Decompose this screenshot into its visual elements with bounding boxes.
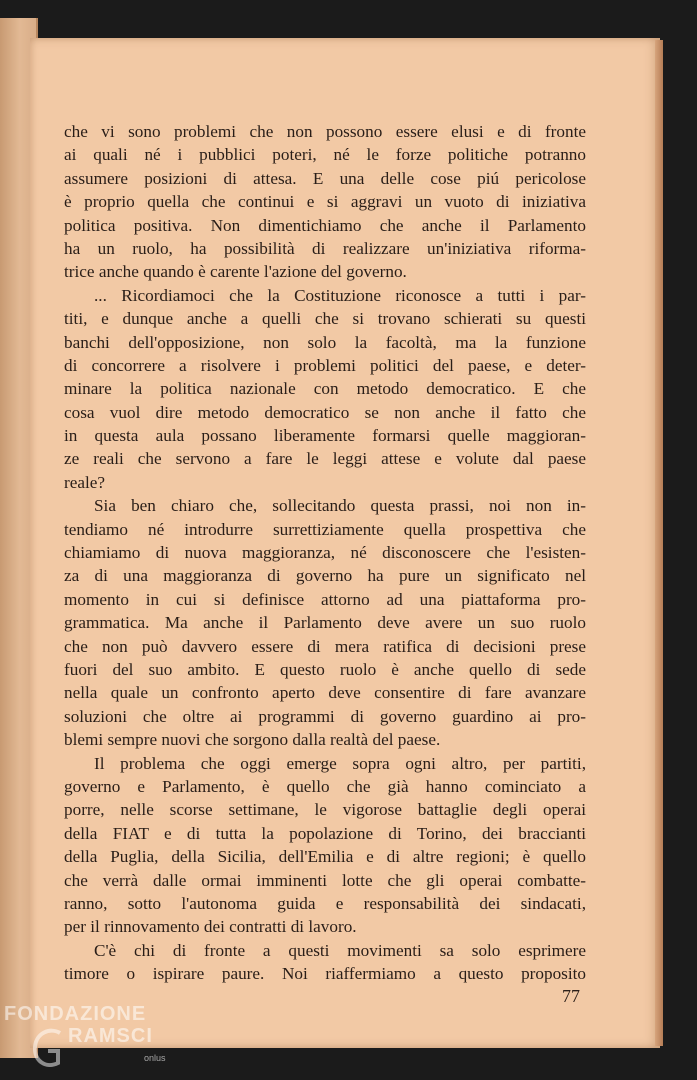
body-text	[64, 120, 586, 985]
text-line: che non può davvero essere di mera ratifica di decisioni prese	[64, 636, 586, 656]
text-line: chiamiamo di nuova maggioranza, né disconoscere che l'esisten-	[64, 543, 586, 563]
watermark-text: onlus	[144, 1053, 166, 1063]
page-number: 77	[562, 986, 580, 1006]
page-stack-edge	[655, 40, 663, 1046]
text-line: momento in cui si definisce attorno ad una piattaforma pro-	[64, 589, 586, 609]
fondazione-gramsci-watermark	[4, 1003, 184, 1073]
text-line: in questa aula possano liberamente formarsi quelle maggioran-	[64, 426, 586, 446]
text-line: ha un ruolo, ha possibilità di realizzare un'iniziativa riforma-	[64, 238, 586, 258]
text-line: reale?	[64, 472, 106, 492]
text-line: ranno, sotto l'autonoma guida e responsabilità dei sindacati,	[64, 893, 586, 913]
text-line: porre, nelle scorse settimane, le vigorose battaglie degli operai	[64, 800, 586, 820]
text-line: cosa vuol dire metodo democratico se non anche il fatto che	[64, 402, 586, 422]
text-line: minare la politica nazionale con metodo democratico. E che	[64, 379, 586, 399]
text-line: C'è chi di fronte a questi movimenti sa solo esprimere	[94, 940, 586, 960]
text-line: blemi sempre nuovi che sorgono dalla realtà del paese.	[64, 730, 441, 750]
text-line: za di una maggioranza di governo ha pure un significato nel	[64, 566, 586, 586]
text-line: della Puglia, della Sicilia, dell'Emilia e di altre regioni; è quello	[64, 847, 586, 867]
text-line: della FIAT e di tutta la popolazione di Torino, dei braccianti	[64, 823, 586, 843]
text-line: assumere posizioni di attesa. E una delle cose piú pericolose	[64, 168, 586, 188]
text-line: fuori del suo ambito. E questo ruolo è anche quello di sede	[64, 659, 586, 679]
text-line: che verrà dalle ormai imminenti lotte che gli operai combatte-	[64, 870, 586, 890]
text-line: nella quale un confronto aperto deve consentire di fare avanzare	[64, 683, 586, 703]
text-line: è proprio quella che continui e si aggravi un vuoto di iniziativa	[64, 192, 586, 212]
text-line: governo e Parlamento, è quello che già hanno cominciato a	[64, 776, 586, 796]
text-line: Il problema che oggi emerge sopra ogni altro, per partiti,	[94, 753, 586, 773]
text-line: tendiamo né introdurre surrettiziamente quella prospettiva che	[64, 519, 586, 539]
text-line: politica positiva. Non dimentichiamo che anche il Parlamento	[64, 215, 586, 235]
text-line: ... Ricordiamoci che la Costituzione riconosce a tutti i par-	[94, 285, 586, 305]
text-line: banchi dell'opposizione, non solo la facoltà, ma la funzione	[64, 332, 586, 352]
text-line: che vi sono problemi che non possono essere elusi e di fronte	[64, 122, 586, 141]
text-line: ai quali né i pubblici poteri, né le forze politiche potranno	[64, 145, 586, 165]
gramsci-g-icon	[30, 1025, 66, 1071]
text-line: titi, e dunque anche a quelli che si trovano schierati su questi	[64, 309, 586, 329]
text-line: grammatica. Ma anche il Parlamento deve avere un suo ruolo	[64, 613, 586, 633]
text-line: per il rinnovamento dei contratti di lavoro.	[64, 917, 357, 937]
text-line: soluzioni che oltre ai programmi di governo guardino ai pro-	[64, 706, 586, 726]
text-line: ze reali che servono a fare le leggi attese e volute dal paese	[64, 449, 586, 469]
watermark-text: FONDAZIONE	[4, 1003, 147, 1025]
text-line: timore o ispirare paure. Noi riaffermiamo a questo proposito	[64, 964, 586, 984]
watermark-text: RAMSCI	[68, 1025, 153, 1047]
text-line: Sia ben chiaro che, sollecitando questa prassi, noi non in-	[94, 496, 586, 516]
text-line: di concorrere a risolvere i problemi politici del paese, e deter-	[64, 355, 586, 375]
text-line: trice anche quando è carente l'azione del governo.	[64, 262, 407, 282]
